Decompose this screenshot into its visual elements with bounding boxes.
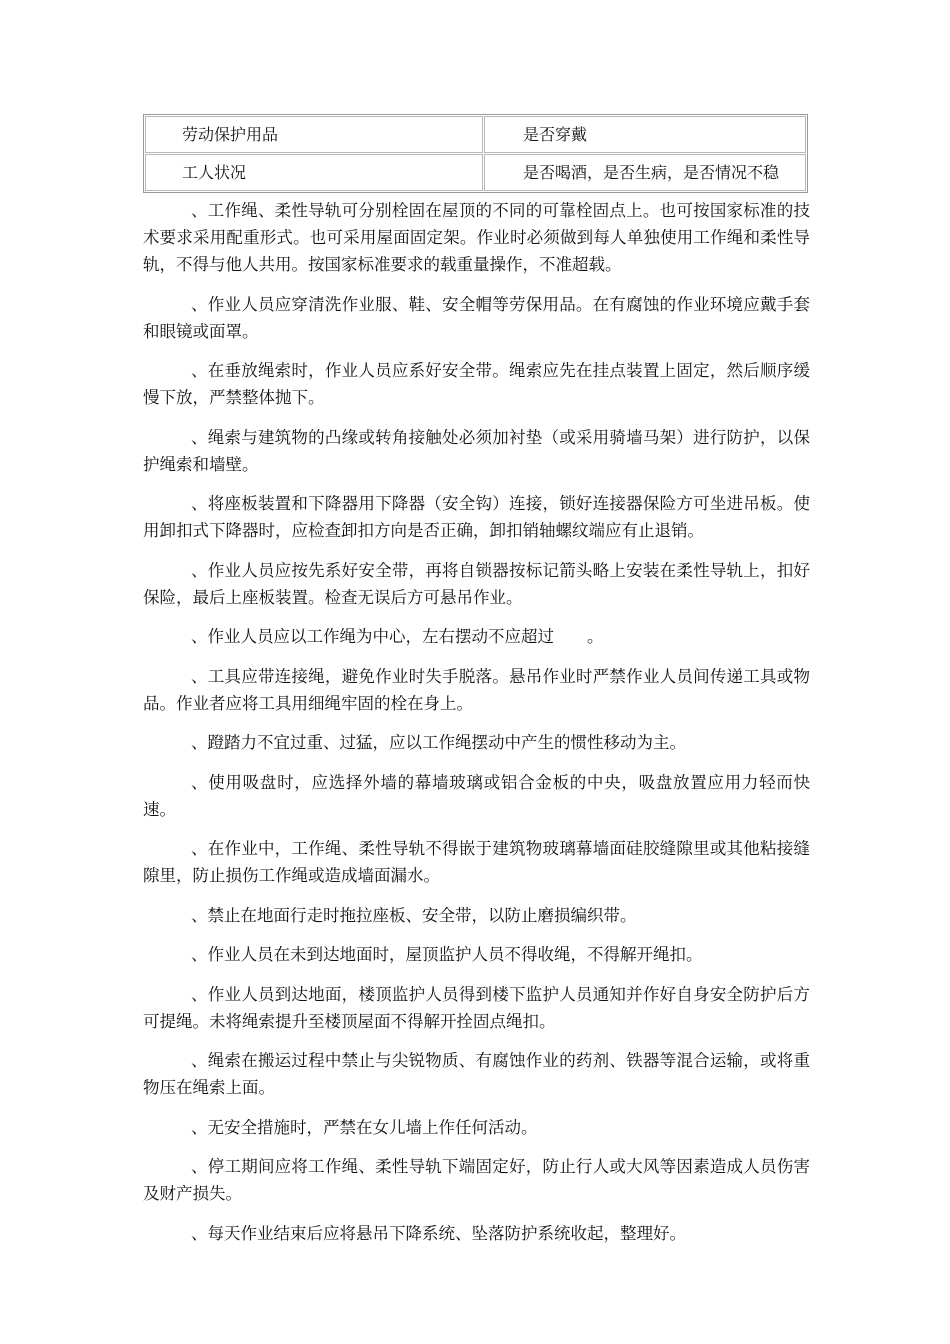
paragraph: 、作业人员在未到达地面时，屋顶监护人员不得收绳，不得解开绳扣。 (191, 945, 703, 964)
paragraph: 、禁止在地面行走时拖拉座板、安全带，以防止磨损编织带。 (191, 905, 637, 925)
paragraph: 、蹬踏力不宜过重、过猛，应以工作绳摆动中产生的惯性移动为主。 (191, 733, 686, 752)
paragraph: 、作业人员应穿清洗作业服、鞋、安全帽等劳保用品。在有腐蚀的作业环境应戴手套和眼镜或面罩。 (143, 294, 810, 341)
paragraph: 、在作业中，工作绳、柔性导轨不得嵌于建筑物玻璃幕墙面硅胶缝隙里或其他粘接缝隙里，防止损伤工作绳或造成墙面漏水。 (143, 839, 810, 885)
paragraph: 、绳索在搬运过程中禁止与尖锐物质、有腐蚀作业的药剂、铁器等混合运输，或将重物压在绳索上面。 (143, 1051, 810, 1097)
paragraph: 、在垂放绳索时，作业人员应系好安全带。绳索应先在挂点装置上固定，然后顺序缓慢下放，严禁整体抛下。 (143, 361, 810, 407)
paragraph: 、停工期间应将工作绳、柔性导轨下端固定好，防止行人或大风等因素造成人员伤害及财产损失。 (143, 1157, 810, 1203)
paragraph: 、无安全措施时，严禁在女儿墙上作任何活动。 (191, 1117, 538, 1137)
inspection-table (143, 114, 808, 193)
paragraph: 、作业人员应以工作绳为中心，左右摆动不应超过 。 (191, 627, 604, 646)
paragraph: 、作业人员应按先系好安全带，再将自锁器按标记箭头略上安装在柔性导轨上，扣好保险，最后上座板装置。检查无误后方可悬吊作业。 (143, 560, 810, 607)
document-body (143, 197, 810, 1259)
paragraph: 、作业人员到达地面，楼顶监护人员得到楼下监护人员通知并作好自身安全防护后方可提绳。未将绳索提升至楼顶屋面不得解开拴固点绳扣。 (143, 984, 810, 1031)
paragraph: 、使用吸盘时，应选择外墙的幕墙玻璃或铝合金板的中央，吸盘放置应用力轻而快速。 (143, 772, 810, 819)
table-row (145, 116, 806, 153)
table-cell-item: 工人状况 (145, 154, 483, 191)
table-cell-item: 劳动保护用品 (145, 116, 483, 153)
paragraph: 、每天作业结束后应将悬吊下降系统、坠落防护系统收起，整理好。 (191, 1223, 686, 1243)
table-row (145, 154, 806, 191)
paragraph: 、绳索与建筑物的凸缘或转角接触处必须加衬垫（或采用骑墙马架）进行防护，以保护绳索和墙壁。 (143, 427, 810, 474)
table-cell-check: 是否穿戴 (484, 116, 806, 153)
paragraph: 、工作绳、柔性导轨可分别栓固在屋顶的不同的可靠栓固点上。也可按国家标准的技术要求采用配重形式。也可采用屋面固定架。作业时必须做到每人单独使用工作绳和柔性导轨，不得与他人共用。按国家标准要求的载重量操作，不准超载。 (143, 201, 810, 274)
paragraph: 、将座板装置和下降器用下降器（安全钩）连接，锁好连接器保险方可坐进吊板。使用卸扣式下降器时，应检查卸扣方向是否正确，卸扣销轴螺纹端应有止退销。 (143, 494, 810, 540)
table-cell-check: 是否喝酒，是否生病，是否情况不稳 (484, 154, 806, 191)
paragraph: 、工具应带连接绳，避免作业时失手脱落。悬吊作业时严禁作业人员间传递工具或物品。作业者应将工具用细绳牢固的栓在身上。 (143, 666, 810, 713)
